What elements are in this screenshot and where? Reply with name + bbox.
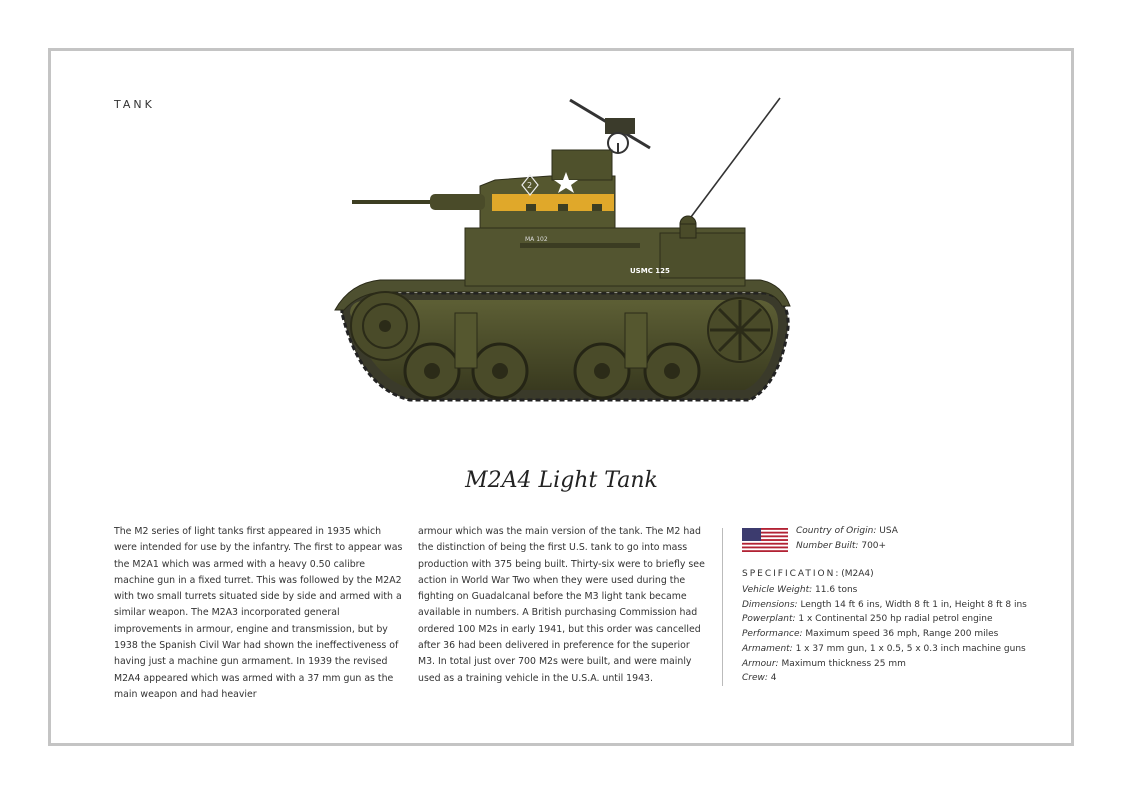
spec-list [742,583,1027,686]
spec-heading: SPECIFICATION: (M2A4) [742,569,874,579]
vehicle-title: M2A4 Light Tank [465,468,658,493]
description-column-2: armour which was the main version of the tank. The M2 had the distinction of being the first U.S. tank to go into mass production with 375 being built. Thirty-six were to briefly see action in World War Two when they were used during the fighting on Guadalcanal before the M3 light tank became available in numbers. A British purchasing Commission had ordered 100 M2s in early 1941, but this order was cancelled after 36 had been delivered in preference for the superior M3. In total just over 700 M2s were built, and were mainly used as a training vehicle in the U.S.A. until 1943. [418,526,705,684]
turret [480,150,615,228]
origin-info [796,524,898,554]
description-column-1: The M2 series of light tanks first appeared in 1935 which were intended for use by the infantry. The first to appear was the M2A1 which was armed with a heavy 0.50 calibre machine gun in a fixed turret. This was followed by the M2A2 with two small turrets situated side by side and armed with a similar weapon. The M2A3 incorporated general improvements in armour, engine and transmission, but by 1938 the Spanish Civil War had shown the ineffectiveness of having just a machine gun armament. In 1939 the revised M2A4 appeared which was armed with a 37 mm gun as the main weapon and had heavier [114,526,403,700]
built-label: Number Built: [796,541,859,551]
tank-illustration [320,88,800,418]
hull-number: USMC 125 [630,267,670,275]
spec-item: Vehicle Weight: 11.6 tons [742,585,858,595]
spec-item: Crew: 4 [742,673,777,684]
spec-item: Performance: Maximum speed 36 mph, Range 200 miles [742,629,999,640]
hull-code: MA 102 [525,236,548,243]
spec-item: Dimensions: Length 14 ft 6 ins, Width 8 ft 1 in, Height 8 ft 8 ins [742,599,1027,610]
turret-number: 2 [527,181,533,190]
usa-flag-icon [742,528,788,552]
main-gun [352,200,432,204]
idler-wheel [708,298,772,362]
category-label: TANK [114,98,155,111]
column-divider [722,528,723,686]
spec-item: Armament: 1 x 37 mm gun, 1 x 0.5, 5 x 0.3 inch machine guns [742,643,1026,654]
spec-item: Armour: Maximum thickness 25 mm [742,658,906,669]
country-label: Country of Origin: [796,526,877,536]
drive-sprocket [351,292,419,360]
built-value: 700+ [861,541,887,551]
spec-item: Powerplant: 1 x Continental 250 hp radial petrol engine [742,614,993,625]
country-value: USA [879,526,898,536]
machine-gun [570,100,650,153]
